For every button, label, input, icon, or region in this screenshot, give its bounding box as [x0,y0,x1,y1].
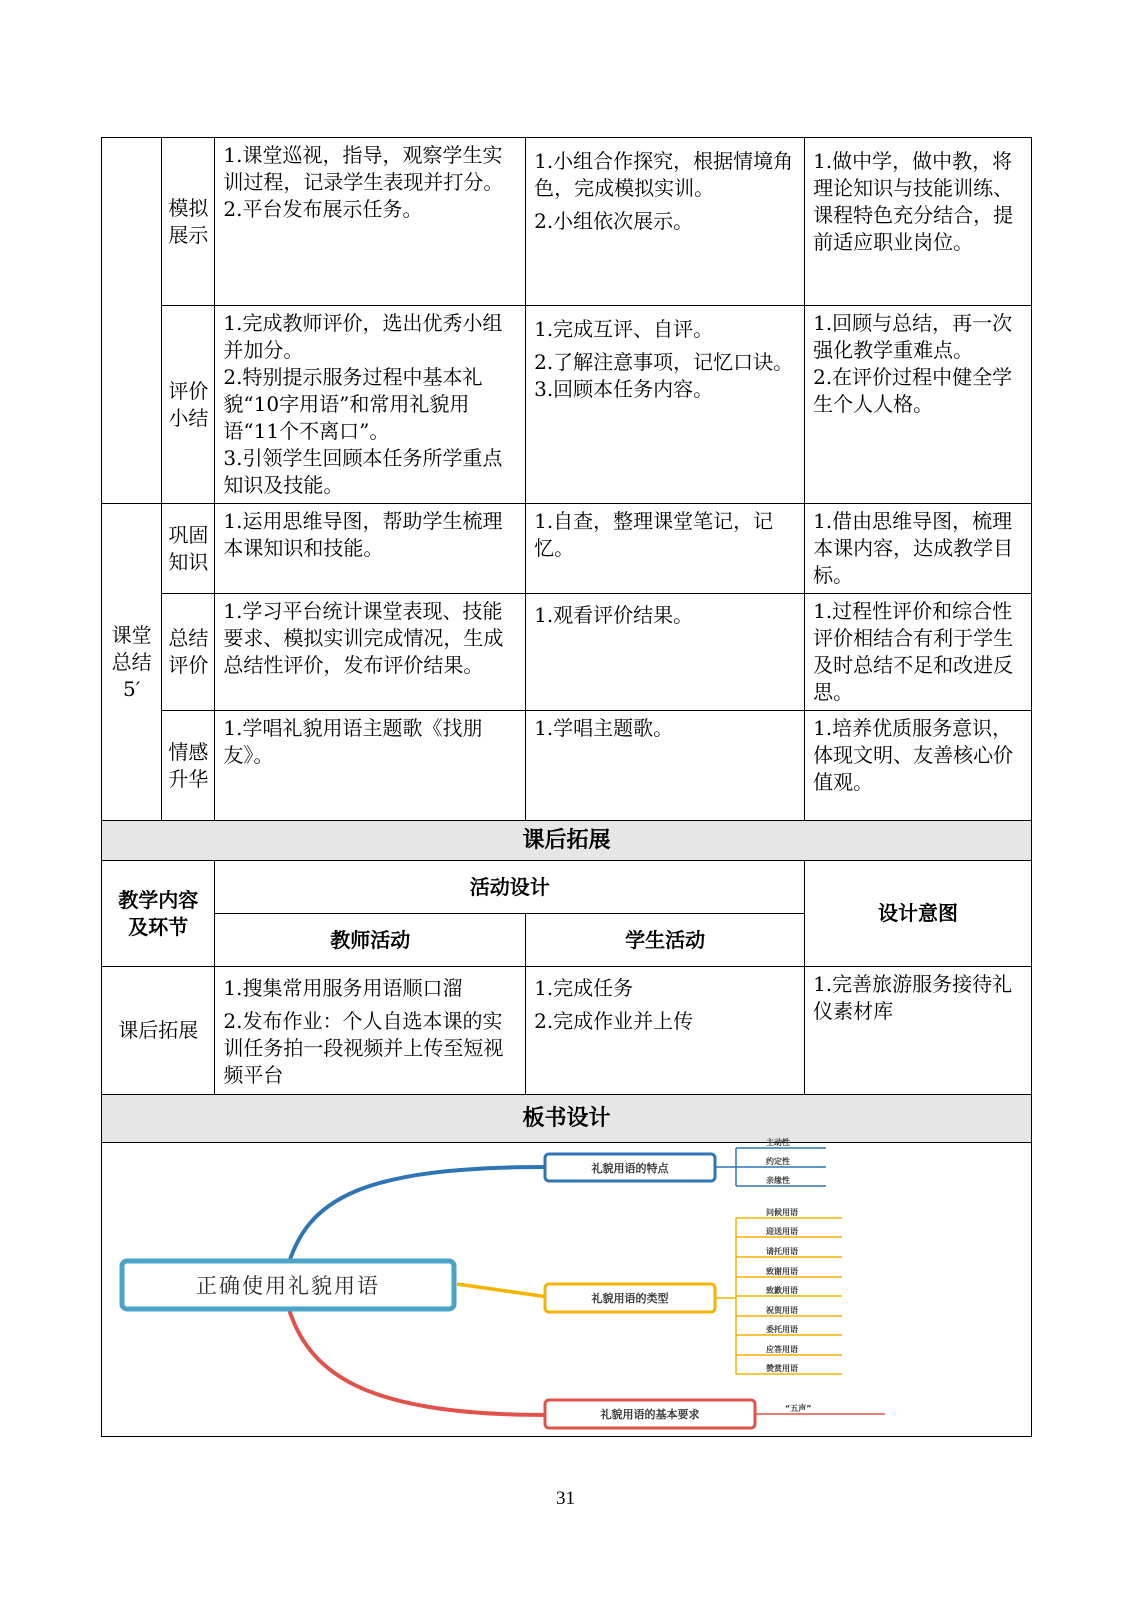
mind-map [102,1138,1031,1435]
design-intent-cell [805,711,1032,821]
teacher-item: 1.完成教师评价，选出优秀小组并加分。 [223,311,503,362]
section-heading-board-design: 板书设计 [102,1095,1032,1143]
leaf-label: 约定性 [766,1157,790,1166]
leaf-label: 委托用语 [766,1325,798,1334]
page-number: 31 [556,1488,575,1509]
row-label-after-class: 课后拓展 [102,967,215,1095]
intent-item: 1.做中学，做中教，将理论知识与技能训练、课程特色充分结合，提前适应职业岗位。 [813,149,1014,254]
design-intent-cell [805,967,1032,1095]
leaf-label: “五声” [785,1404,812,1413]
teacher-item: 3.引领学生回顾本任务所学重点知识及技能。 [223,446,503,497]
student-activity-cell [526,306,805,504]
lesson-plan-table [101,137,1032,1437]
student-item: 2.了解注意事项，记忆口诀。 [534,350,794,374]
section-heading-after-class: 课后拓展 [102,821,1032,861]
row-label: 情感升华 [162,711,215,821]
central-topic: 正确使用礼貌用语 [196,1274,380,1298]
section-label-summary: 课堂总结5′ [102,504,162,821]
leaf-label: 请托用语 [766,1247,798,1256]
leaf-label: 应答用语 [766,1345,798,1354]
branch-label: 礼貌用语的特点 [591,1162,669,1175]
connector-top [287,1167,548,1269]
intent-item: 2.在评价过程中健全学生个人人格。 [813,365,1013,416]
teacher-item: 2.特别提示服务过程中基本礼貌“10字用语”和常用礼貌用语“11个不离口”。 [223,365,483,443]
teacher-activity-cell [215,594,526,711]
connector-bottom [287,1303,548,1415]
teacher-item: 1.搜集常用服务用语顺口溜 [223,976,463,1000]
student-item: 2.完成作业并上传 [534,1009,694,1033]
header-student-activity: 学生活动 [526,914,805,967]
student-activity-cell [526,711,805,821]
student-activity-cell [526,138,805,306]
intent-item: 1.回顾与总结，再一次强化教学重难点。 [813,311,1013,362]
leaf-label: 亲缘性 [766,1176,790,1185]
teacher-item: 1.学习平台统计课堂表现、技能要求、模拟实训完成情况，生成总结性评价，发布评价结果。 [223,599,504,677]
student-activity-cell [526,594,805,711]
intent-item: 1.过程性评价和综合性评价相结合有利于学生及时总结不足和改进反思。 [813,599,1014,704]
student-item: 2.小组依次展示。 [534,209,694,233]
student-item: 1.完成任务 [534,976,634,1000]
teacher-activity-cell [215,711,526,821]
leaf-label: 致歉用语 [766,1286,798,1295]
student-item: 1.观看评价结果。 [534,603,694,627]
teacher-item: 1.学唱礼貌用语主题歌《找朋友》。 [223,716,483,767]
student-activity-cell [526,967,805,1095]
header-teaching-content: 教学内容及环节 [102,861,215,967]
leaf-label: 致谢用语 [766,1267,798,1276]
header-teacher-activity: 教师活动 [215,914,526,967]
student-item: 3.回顾本任务内容。 [534,377,714,401]
teacher-activity-cell [215,306,526,504]
leaf-label: 主动性 [766,1138,790,1147]
teacher-activity-cell [215,138,526,306]
leaf-label: 祝贺用语 [766,1306,798,1315]
student-item: 1.学唱主题歌。 [534,716,674,740]
leaf-label: 迎送用语 [766,1227,798,1236]
carryover-section-cell [102,138,162,504]
design-intent-cell [805,594,1032,711]
design-intent-cell [805,504,1032,594]
teacher-item: 1.课堂巡视，指导，观察学生实训过程，记录学生表现并打分。 [223,143,504,194]
row-label: 模拟展示 [162,138,215,306]
student-item: 1.自查，整理课堂笔记，记忆。 [534,509,774,560]
teacher-item: 1.运用思维导图，帮助学生梳理本课知识和技能。 [223,509,503,560]
row-label: 评价小结 [162,306,215,504]
teacher-item: 2.平台发布展示任务。 [223,197,423,221]
teacher-activity-cell [215,504,526,594]
design-intent-cell [805,138,1032,306]
student-item: 1.小组合作探究，根据情境角色，完成模拟实训。 [534,149,794,200]
student-item: 1.完成互评、自评。 [534,317,714,341]
intent-item: 1.完善旅游服务接待礼仪素材库 [813,972,1013,1023]
intent-item: 1.培养优质服务意识，体现文明、友善核心价值观。 [813,716,1014,794]
connector-middle [457,1284,548,1297]
mind-map-cell [102,1138,1032,1437]
branch-label: 礼貌用语的基本要求 [600,1408,700,1421]
student-activity-cell [526,504,805,594]
teacher-activity-cell [215,967,526,1095]
leaf-label: 问候用语 [766,1208,798,1217]
leaf-layer [715,1137,885,1414]
row-label: 总结评价 [162,594,215,711]
branch-label: 礼貌用语的类型 [591,1292,669,1305]
leaf-label: 赞赏用语 [766,1364,798,1373]
header-design-intent: 设计意图 [805,861,1032,967]
design-intent-cell [805,306,1032,504]
row-label: 巩固知识 [162,504,215,594]
intent-item: 1.借由思维导图，梳理本课内容，达成教学目标。 [813,509,1014,587]
header-activity-design: 活动设计 [215,861,805,914]
teacher-item: 2.发布作业：个人自选本课的实训任务拍一段视频并上传至短视频平台 [223,1009,504,1087]
